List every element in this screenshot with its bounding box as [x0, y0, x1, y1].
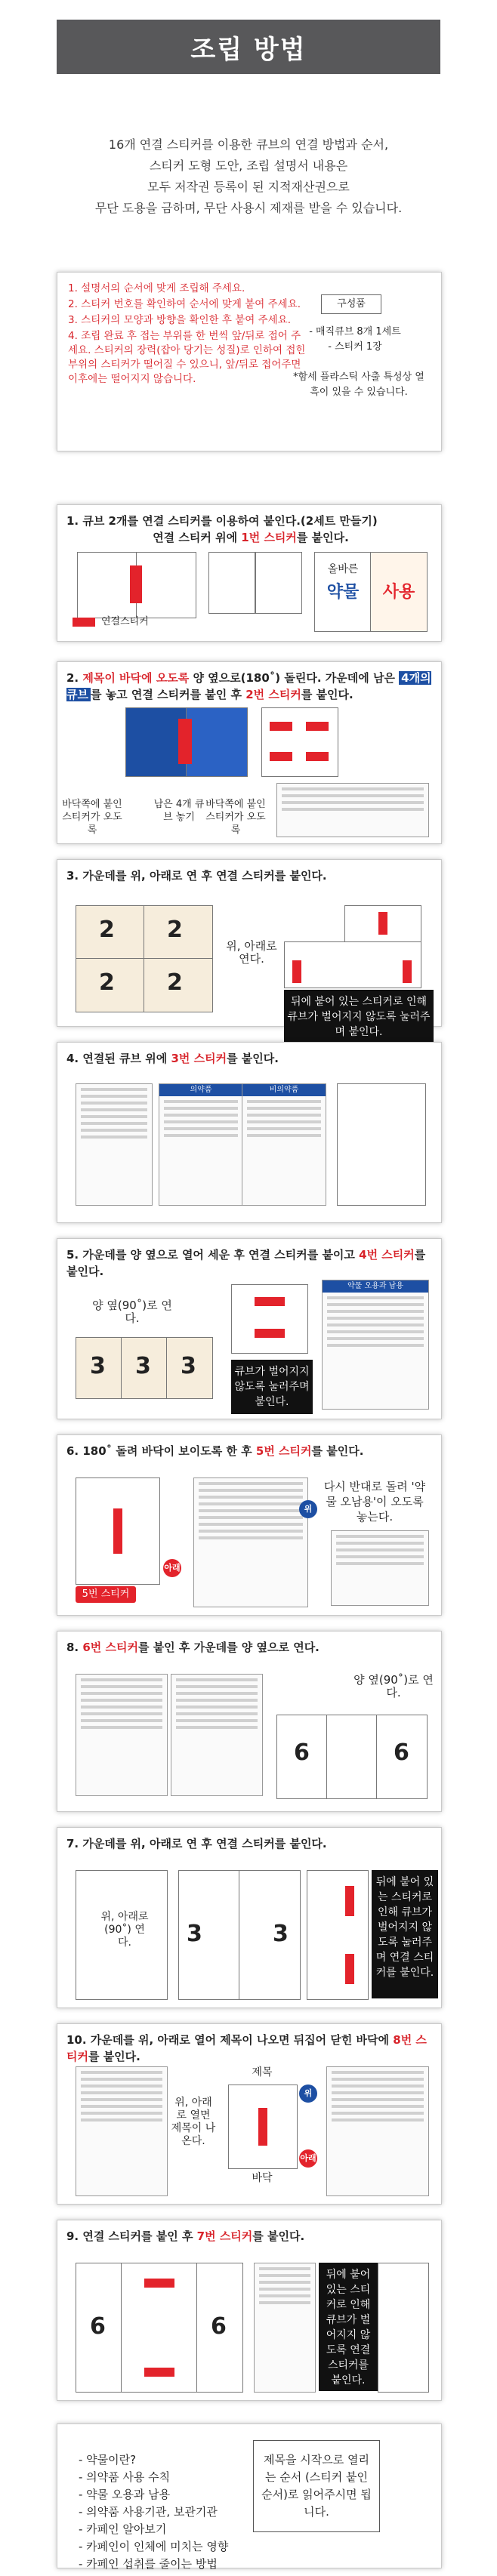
notice-box [57, 272, 442, 451]
intro-line: 모두 저작권 등록이 된 지적재산권으로 [147, 180, 350, 194]
sticker-number: 8번 스티커 [66, 2033, 427, 2063]
highlight: 제목이 바닥에 오도록 [82, 671, 190, 685]
tab-label: 의약품 [159, 1084, 242, 1096]
text: 를 놓고 연결 스티커를 붙인 후 [90, 688, 246, 701]
down-badge: 아래 [299, 2149, 317, 2168]
mini-sticker [144, 2279, 174, 2288]
legend-label: 연결스티커 [101, 616, 149, 627]
contents-item: - 카페인 알아보기 [79, 2522, 167, 2536]
notice-item: 3. 스티커의 모양과 방향을 확인한 후 붙여 주세요. [68, 314, 291, 326]
turn-instruction: 다시 반대로 돌려 '약물 오남용'이 오도록 놓는다. [323, 1480, 426, 1524]
cube-number: 6 [90, 2313, 106, 2340]
text: 8. [66, 1641, 83, 1654]
page-title-bar [57, 20, 440, 74]
step-8-heading [66, 1639, 435, 1656]
text: 를 붙인다. [227, 1052, 279, 1065]
step-1-line-2 [66, 529, 435, 546]
bottom-label: 바닥 [252, 2172, 273, 2184]
mini-sticker [306, 752, 329, 761]
cube-card [144, 905, 213, 960]
mini-sticker [378, 912, 387, 935]
mini-sticker [113, 1508, 122, 1554]
cube-card [136, 552, 196, 618]
step-2 [57, 661, 442, 844]
cover-big-text: 사용 [382, 583, 415, 602]
text: 양 옆으로(180˚) 돌린다. 가운데에 남은 [189, 671, 400, 685]
mini-sticker [255, 1329, 285, 1338]
step-3-note: 뒤에 붙어 있는 스티커로 인해 큐브가 벌어지지 않도록 눌러주며 붙인다. [284, 990, 434, 1044]
step-10-heading [66, 2032, 435, 2065]
intro-line: 스티커 도형 도안, 조립 설명서 내용은 [149, 159, 348, 173]
contents-item: - 의약품 사용기관, 보관기관 [79, 2505, 218, 2519]
cube-card [121, 2263, 198, 2393]
sticker-preview [76, 1083, 153, 1206]
cover-small-text: 올바른 [327, 563, 359, 575]
sticker-number: 4번 스티커 [359, 1248, 415, 1262]
sticker-number: 6번 스티커 [82, 1641, 138, 1654]
cube-number: 3 [187, 1921, 202, 1947]
sticker-thumb [208, 552, 255, 614]
copyright-intro [60, 134, 437, 219]
up-badge: 위 [299, 2085, 317, 2103]
step-7-heading: 7. 가운데를 위, 아래로 연 후 연결 스티커를 붙인다. [66, 1837, 327, 1850]
mini-sticker [306, 722, 329, 731]
label-left: 바닥쪽에 붙인 스티커가 오도록 [62, 799, 122, 836]
cube-card [121, 1337, 168, 1399]
text: 를 붙인다. [301, 688, 353, 701]
cube-card [307, 1870, 369, 2000]
mini-sticker [270, 752, 292, 761]
step-1-line-1: 1. 큐브 2개를 연결 스티커를 이용하여 붙인다.(2세트 만들기) [66, 514, 378, 528]
open-instruction: 위, 아래로 연다. [226, 939, 277, 966]
up-badge: 위 [299, 1500, 317, 1518]
tab-label: 비의약품 [242, 1084, 326, 1096]
sticker-preview [76, 1674, 168, 1796]
step-2-heading [66, 670, 435, 703]
components-list [302, 325, 408, 355]
cube-card [228, 2085, 298, 2169]
open-instruction: 위, 아래로 열면 제목이 나온다. [171, 2097, 216, 2147]
contents-item: - 카페인이 인체에 미치는 영향 [79, 2540, 229, 2553]
cover-cube [314, 552, 372, 632]
cube-card [76, 958, 145, 1012]
cube-number: 3 [135, 1353, 151, 1379]
cube-card [76, 905, 145, 960]
component-item: - 스티커 1장 [328, 341, 382, 353]
sticker-preview [331, 1530, 429, 1606]
sticker-preview [76, 2066, 168, 2196]
cube-number: 2 [99, 917, 115, 943]
notice-item: 4. 조립 완료 후 접는 부위를 한 번씩 앞/뒤로 접어 주세요. 스티커의 장력(잡아 당기는 성질)로 인하여 접힌 부위의 스티커가 떨어질 수 있으니, 앞/뒤로 접어주면 이후에는 떨어지지 않습니다. [68, 330, 306, 385]
cube-card [326, 1715, 378, 1799]
cube-card [76, 1337, 122, 1399]
step-1-heading [66, 513, 435, 546]
connect-sticker [178, 719, 192, 764]
top-label: 제목 [252, 2066, 273, 2078]
contents-item: - 약물 오용과 남용 [79, 2488, 171, 2501]
sticker-number: 7번 스티커 [196, 2229, 253, 2243]
step-5-heading [66, 1246, 435, 1280]
text: 10. 가운데를 위, 아래로 열어 제목이 나오면 뒤집어 닫힌 바닥에 [66, 2033, 394, 2047]
mini-sticker [403, 960, 412, 983]
sticker-tag: 5번 스티커 [76, 1586, 136, 1603]
mini-sticker [345, 1954, 354, 1984]
intro-line: 16개 연결 스티커를 이용한 큐브의 연결 방법과 순서, [108, 137, 389, 152]
sticker-number: 3번 스티커 [171, 1052, 227, 1065]
step-3-heading: 3. 가운데를 위, 아래로 연 후 연결 스티커를 붙인다. [66, 869, 327, 883]
text: 를 붙인다. [88, 2050, 140, 2063]
contents-item: - 카페인 섭취를 줄이는 방법 [79, 2557, 218, 2571]
components-note: *함세 플라스틱 사출 특성상 열흑이 있을 수 있습니다. [293, 371, 424, 398]
sticker-preview [326, 2066, 429, 2196]
text: 2. [66, 671, 83, 685]
reading-order-box [57, 2423, 442, 2571]
cube-number: 3 [181, 1353, 196, 1379]
text: 를 붙인다. [66, 1248, 426, 1278]
cube-card [77, 552, 137, 618]
notice-item: 1. 설명서의 순서에 맞게 조립해 주세요. [68, 282, 245, 294]
contents-item: - 의약품 사용 수칙 [79, 2470, 171, 2484]
panel-title: 약물 오용과 남용 [323, 1280, 428, 1293]
mini-sticker [258, 2108, 267, 2146]
sticker-preview [171, 1674, 263, 1796]
step-10 [57, 2023, 442, 2205]
text: 5. 가운데를 양 옆으로 열어 세운 후 연결 스티커를 붙이고 [66, 1248, 360, 1262]
step-3 [57, 859, 442, 1038]
step-9 [57, 2220, 442, 2401]
step-8 [57, 1631, 442, 1812]
connect-sticker [130, 565, 142, 603]
step-7 [57, 1827, 442, 2008]
step-1 [57, 504, 442, 642]
components-title: 구성품 [321, 294, 381, 314]
cube-card [376, 1715, 428, 1799]
cube-card [186, 707, 248, 777]
contents-item: - 약물이란? [79, 2453, 137, 2467]
sticker-preview [254, 2263, 316, 2393]
sticker-number: 2번 스티커 [245, 688, 301, 701]
cube-number: 2 [167, 917, 183, 943]
cube-card [166, 1337, 213, 1399]
text: 를 붙인 후 가운데를 양 옆으로 연다. [137, 1641, 320, 1654]
text: 연결 스티커 위에 [153, 531, 242, 544]
mini-sticker [345, 1886, 354, 1916]
step-4 [57, 1042, 442, 1223]
page-title: 조립 방법 [190, 34, 307, 65]
step-6 [57, 1434, 442, 1616]
step-7-note: 뒤에 붙어 있는 스티커로 인해 큐브가 벌어지지 않도록 눌러주며 연결 스티커를 붙인다. [372, 1870, 438, 1998]
contents-list [79, 2451, 228, 2573]
cube-card [144, 958, 213, 1012]
label-right: 바닥쪽에 붙인 스티커가 오도록 [205, 799, 266, 836]
sticker-thumb [261, 707, 338, 777]
cube-card [178, 1870, 240, 2000]
intro-line: 무단 도용을 금하며, 무단 사용시 제재를 받을 수 있습니다. [94, 201, 403, 215]
mini-sticker [270, 722, 292, 731]
step-9-heading [66, 2228, 435, 2245]
cube-card [239, 1870, 301, 2000]
sticker-thumb [378, 2263, 429, 2393]
cover-big-text: 약물 [326, 583, 360, 602]
text: 를 붙인다. [296, 531, 349, 544]
text: 를 붙인다. [311, 1444, 364, 1458]
cube-number: 2 [167, 969, 183, 996]
sticker-preview [159, 1083, 243, 1206]
text: 4. 연결된 큐브 위에 [66, 1052, 171, 1065]
down-badge: 아래 [163, 1559, 181, 1577]
mini-sticker [144, 2368, 174, 2377]
label-middle: 남은 4개 큐브 놓기 [153, 799, 205, 823]
sticker-thumb [255, 552, 302, 614]
sticker-preview [276, 783, 429, 837]
notice-list [68, 282, 310, 388]
highlight: 4개의 큐브 [66, 671, 431, 701]
sticker-preview [193, 1478, 308, 1607]
cube-card [196, 2263, 243, 2393]
text: 6. 180˚ 돌려 바닥이 보이도록 한 후 [66, 1444, 256, 1458]
sticker-thumb [231, 1284, 308, 1354]
cube-number: 6 [394, 1739, 409, 1766]
open-instruction: 양 옆(90˚)로 연다. [92, 1299, 172, 1325]
step-6-heading [66, 1443, 435, 1459]
sticker-preview [322, 1280, 429, 1410]
step-9-note: 뒤에 붙어 있는 스티커로 인해 큐브가 벌어지지 않도록 연결 스티커를 붙인다. [319, 2263, 378, 2391]
cube-number: 3 [90, 1353, 106, 1379]
step-5-note: 큐브가 벌어지지 않도록 눌러주며 붙인다. [231, 1360, 313, 1414]
notice-item: 2. 스티커 번호를 확인하여 순서에 맞게 붙여 주세요. [68, 298, 301, 310]
cube-number: 6 [211, 2313, 227, 2340]
text: 9. 연결 스티커를 붙인 후 [66, 2229, 197, 2243]
mini-sticker [292, 960, 301, 983]
cube-number: 6 [294, 1739, 310, 1766]
cube-number: 3 [273, 1921, 289, 1947]
sticker-preview [242, 1083, 326, 1206]
step-4-heading [66, 1050, 435, 1067]
sticker-thumb [337, 1083, 426, 1206]
open-instruction: 위, 아래로(90˚) 연다. [100, 1911, 149, 1949]
open-instruction: 양 옆(90˚)로 연다. [353, 1673, 434, 1699]
cube-card [76, 2263, 122, 2393]
cover-cube [370, 552, 428, 632]
cube-number: 2 [99, 969, 115, 996]
cube-card [76, 1478, 160, 1585]
sticker-number: 1번 스티커 [241, 531, 297, 544]
sticker-thumb [284, 941, 421, 988]
mini-sticker [255, 1297, 285, 1306]
reading-order-note: 제목을 시작으로 열리는 순서 (스티커 붙인 순서)로 읽어주시면 됩니다. [253, 2440, 380, 2532]
component-item: - 매직큐브 8개 1세트 [309, 326, 401, 337]
sticker-number: 5번 스티커 [255, 1444, 312, 1458]
legend-swatch [73, 618, 95, 627]
text: 를 붙인다. [252, 2229, 305, 2243]
cube-card [276, 1715, 328, 1799]
step-5 [57, 1238, 442, 1419]
